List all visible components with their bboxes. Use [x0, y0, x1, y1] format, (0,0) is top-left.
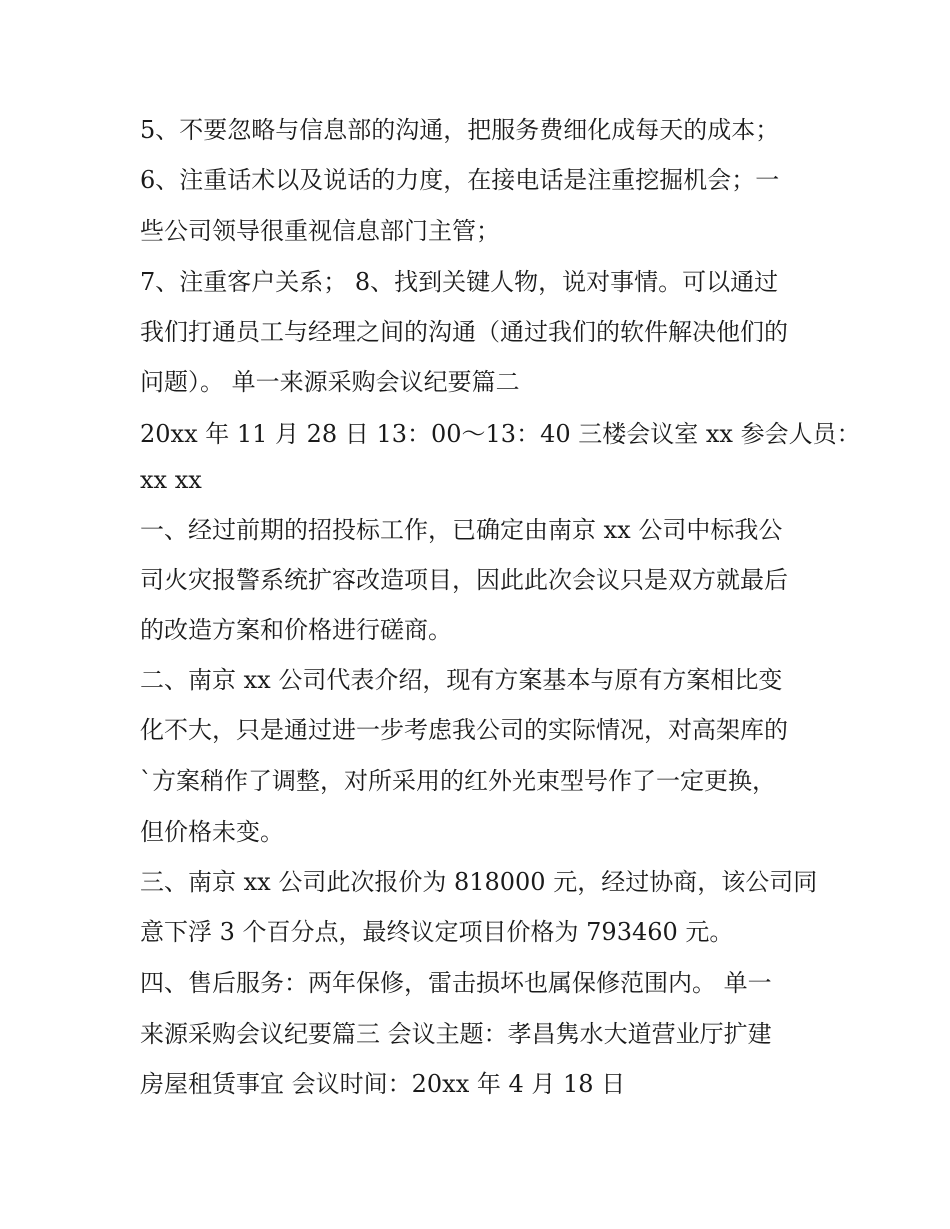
- text-line: 司火灾报警系统扩容改造项目，因此此次会议只是双方就最后: [140, 566, 788, 594]
- text-line: 20xx 年 11 月 28 日 13：00～13：40 三楼会议室 xx 参会人员：: [140, 420, 861, 448]
- text-line: 来源采购会议纪要篇三 会议主题：孝昌隽水大道营业厅扩建: [140, 1020, 772, 1048]
- text-line: 5、不要忽略与信息部的沟通，把服务费细化成每天的成本；: [140, 116, 780, 144]
- text-line: 四、售后服务：两年保修，雷击损坏也属保修范围内。 单一: [140, 969, 772, 997]
- text-line: 6、注重话术以及说话的力度，在接电话是注重挖掘机会；一: [140, 166, 780, 194]
- text-line: `方案稍作了调整，对所采用的红外光束型号作了一定更换，: [140, 767, 776, 795]
- text-line: 但价格未变。: [140, 818, 284, 846]
- text-line: 的改造方案和价格进行磋商。: [140, 616, 452, 644]
- text-line: xx xx: [140, 466, 202, 494]
- text-line: 一、经过前期的招投标工作，已确定由南京 xx 公司中标我公: [140, 516, 783, 544]
- text-line: 二、南京 xx 公司代表介绍，现有方案基本与原有方案相比变: [140, 666, 783, 694]
- text-line: 房屋租赁事宜 会议时间：20xx 年 4 月 18 日: [140, 1070, 626, 1098]
- text-line: 7、注重客户关系； 8、找到关键人物，说对事情。可以通过: [140, 268, 779, 296]
- text-line: 问题）。 单一来源采购会议纪要篇二: [140, 368, 520, 396]
- text-line: 意下浮 3 个百分点，最终议定项目价格为 793460 元。: [140, 918, 734, 946]
- text-line: 我们打通员工与经理之间的沟通（通过我们的软件解决他们的: [140, 318, 788, 346]
- text-line: 化不大，只是通过进一步考虑我公司的实际情况，对高架库的: [140, 716, 788, 744]
- text-line: 三、南京 xx 公司此次报价为 818000 元，经过协商，该公司同: [140, 868, 818, 896]
- text-line: 些公司领导很重视信息部门主管；: [140, 217, 500, 245]
